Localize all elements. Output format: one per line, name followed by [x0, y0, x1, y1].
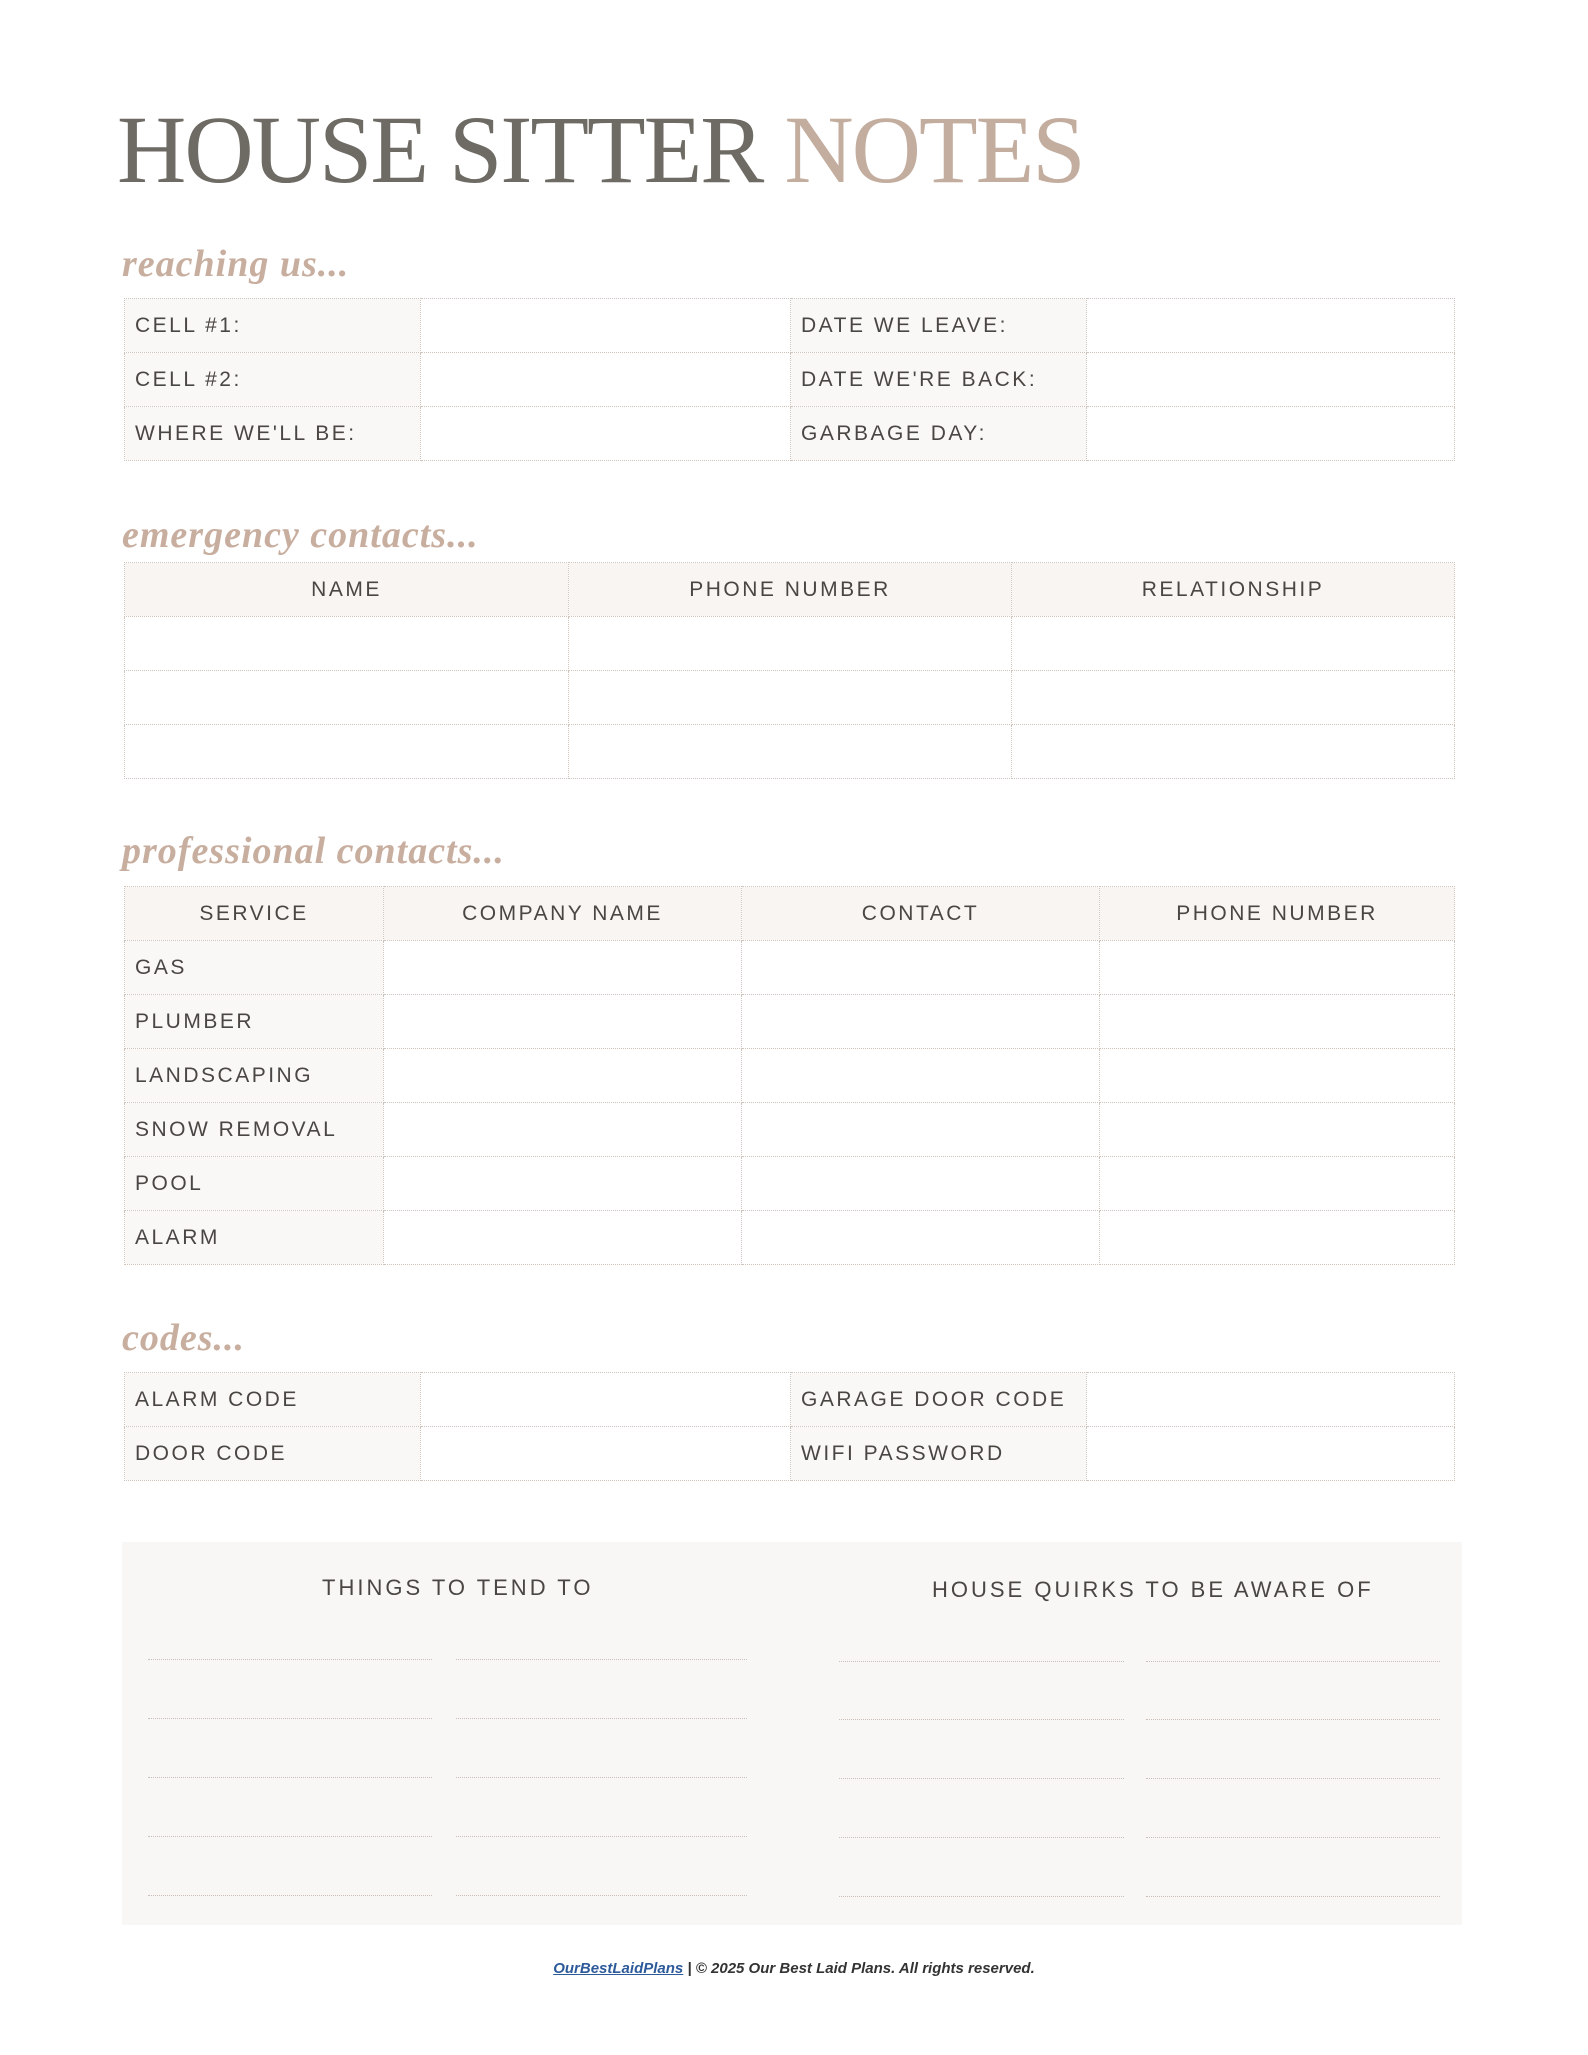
note-line[interactable]: [148, 1895, 432, 1896]
professional-contacts-heading: professional contacts...: [122, 830, 505, 872]
phone-number-field[interactable]: [1100, 1211, 1455, 1265]
column-header-service: SERVICE: [125, 887, 384, 941]
garbage-day-field[interactable]: [1087, 407, 1455, 461]
column-header-phone-number: PHONE NUMBER: [1100, 887, 1455, 941]
note-line[interactable]: [1146, 1661, 1440, 1662]
codes-table: [124, 1372, 1455, 1481]
service-plumber: PLUMBER: [125, 995, 384, 1049]
company-name-field[interactable]: [384, 995, 742, 1049]
where-well-be-field[interactable]: [421, 407, 791, 461]
note-line[interactable]: [839, 1896, 1124, 1897]
service-gas: GAS: [125, 941, 384, 995]
footer-copyright: | © 2025 Our Best Laid Plans. All rights reserved.: [683, 1960, 1035, 1977]
note-line[interactable]: [456, 1718, 747, 1719]
note-line[interactable]: [1146, 1896, 1440, 1897]
table-row: [125, 1103, 1455, 1157]
column-header-phone: PHONE NUMBER: [569, 563, 1012, 617]
wifi-password-label: WIFI PASSWORD: [791, 1427, 1087, 1481]
cell-1-field[interactable]: [421, 299, 791, 353]
table-row: [125, 941, 1455, 995]
things-to-tend-to-heading: THINGS TO TEND TO: [322, 1575, 594, 1600]
title-part-2: NOTES: [784, 96, 1084, 203]
note-line[interactable]: [456, 1836, 747, 1837]
emergency-phone-field[interactable]: [569, 671, 1012, 725]
wifi-password-field[interactable]: [1087, 1427, 1455, 1481]
emergency-name-field[interactable]: [125, 725, 569, 779]
house-quirks-heading: HOUSE QUIRKS TO BE AWARE OF: [932, 1577, 1374, 1602]
emergency-relationship-field[interactable]: [1012, 725, 1455, 779]
date-we-leave-field[interactable]: [1087, 299, 1455, 353]
footer: [0, 1960, 1588, 1977]
door-code-field[interactable]: [421, 1427, 791, 1481]
phone-number-field[interactable]: [1100, 1103, 1455, 1157]
note-line[interactable]: [148, 1718, 432, 1719]
table-row: [125, 1427, 1455, 1481]
reaching-us-table: [124, 298, 1455, 461]
where-well-be-label: WHERE WE'LL BE:: [125, 407, 421, 461]
garage-door-code-label: GARAGE DOOR CODE: [791, 1373, 1087, 1427]
emergency-phone-field[interactable]: [569, 725, 1012, 779]
company-name-field[interactable]: [384, 941, 742, 995]
column-header-contact: CONTACT: [742, 887, 1100, 941]
note-line[interactable]: [456, 1659, 747, 1660]
column-header-company-name: COMPANY NAME: [384, 887, 742, 941]
company-name-field[interactable]: [384, 1103, 742, 1157]
note-line[interactable]: [148, 1836, 432, 1837]
alarm-code-field[interactable]: [421, 1373, 791, 1427]
reaching-us-heading: reaching us...: [122, 243, 350, 285]
door-code-label: DOOR CODE: [125, 1427, 421, 1481]
note-line[interactable]: [1146, 1719, 1440, 1720]
phone-number-field[interactable]: [1100, 941, 1455, 995]
contact-field[interactable]: [742, 1103, 1100, 1157]
table-row: [125, 299, 1455, 353]
table-row: [125, 995, 1455, 1049]
table-row: [125, 617, 1455, 671]
garage-door-code-field[interactable]: [1087, 1373, 1455, 1427]
note-line[interactable]: [839, 1778, 1124, 1779]
codes-heading: codes...: [122, 1317, 246, 1359]
date-were-back-label: DATE WE'RE BACK:: [791, 353, 1087, 407]
note-line[interactable]: [1146, 1778, 1440, 1779]
emergency-contacts-heading: emergency contacts...: [122, 514, 479, 556]
service-alarm: ALARM: [125, 1211, 384, 1265]
contact-field[interactable]: [742, 995, 1100, 1049]
table-header-row: [125, 887, 1455, 941]
table-row: [125, 407, 1455, 461]
garbage-day-label: GARBAGE DAY:: [791, 407, 1087, 461]
note-line[interactable]: [456, 1895, 747, 1896]
note-line[interactable]: [148, 1659, 432, 1660]
company-name-field[interactable]: [384, 1157, 742, 1211]
table-row: [125, 1211, 1455, 1265]
date-we-leave-label: DATE WE LEAVE:: [791, 299, 1087, 353]
alarm-code-label: ALARM CODE: [125, 1373, 421, 1427]
company-name-field[interactable]: [384, 1211, 742, 1265]
contact-field[interactable]: [742, 1211, 1100, 1265]
contact-field[interactable]: [742, 1049, 1100, 1103]
company-name-field[interactable]: [384, 1049, 742, 1103]
emergency-contacts-table: [124, 562, 1455, 779]
phone-number-field[interactable]: [1100, 1049, 1455, 1103]
note-line[interactable]: [839, 1719, 1124, 1720]
column-header-name: NAME: [125, 563, 569, 617]
note-line[interactable]: [148, 1777, 432, 1778]
emergency-phone-field[interactable]: [569, 617, 1012, 671]
emergency-name-field[interactable]: [125, 617, 569, 671]
note-line[interactable]: [839, 1661, 1124, 1662]
phone-number-field[interactable]: [1100, 1157, 1455, 1211]
note-line[interactable]: [456, 1777, 747, 1778]
contact-field[interactable]: [742, 941, 1100, 995]
table-row: [125, 1049, 1455, 1103]
emergency-relationship-field[interactable]: [1012, 671, 1455, 725]
notes-panel: [122, 1542, 1462, 1925]
table-row: [125, 1373, 1455, 1427]
professional-contacts-table: [124, 886, 1455, 1265]
note-line[interactable]: [839, 1837, 1124, 1838]
service-snow-removal: SNOW REMOVAL: [125, 1103, 384, 1157]
table-row: [125, 353, 1455, 407]
table-row: [125, 1157, 1455, 1211]
date-were-back-field[interactable]: [1087, 353, 1455, 407]
cell-2-label: CELL #2:: [125, 353, 421, 407]
note-line[interactable]: [1146, 1837, 1440, 1838]
phone-number-field[interactable]: [1100, 995, 1455, 1049]
service-landscaping: LANDSCAPING: [125, 1049, 384, 1103]
cell-2-field[interactable]: [421, 353, 791, 407]
table-row: [125, 671, 1455, 725]
footer-link[interactable]: OurBestLaidPlans: [553, 1960, 684, 1977]
column-header-relationship: RELATIONSHIP: [1012, 563, 1455, 617]
table-header-row: [125, 563, 1455, 617]
contact-field[interactable]: [742, 1157, 1100, 1211]
cell-1-label: CELL #1:: [125, 299, 421, 353]
service-pool: POOL: [125, 1157, 384, 1211]
emergency-relationship-field[interactable]: [1012, 617, 1455, 671]
emergency-name-field[interactable]: [125, 671, 569, 725]
page-title: [117, 96, 1084, 203]
title-part-1: HOUSE SITTER: [117, 96, 763, 203]
table-row: [125, 725, 1455, 779]
